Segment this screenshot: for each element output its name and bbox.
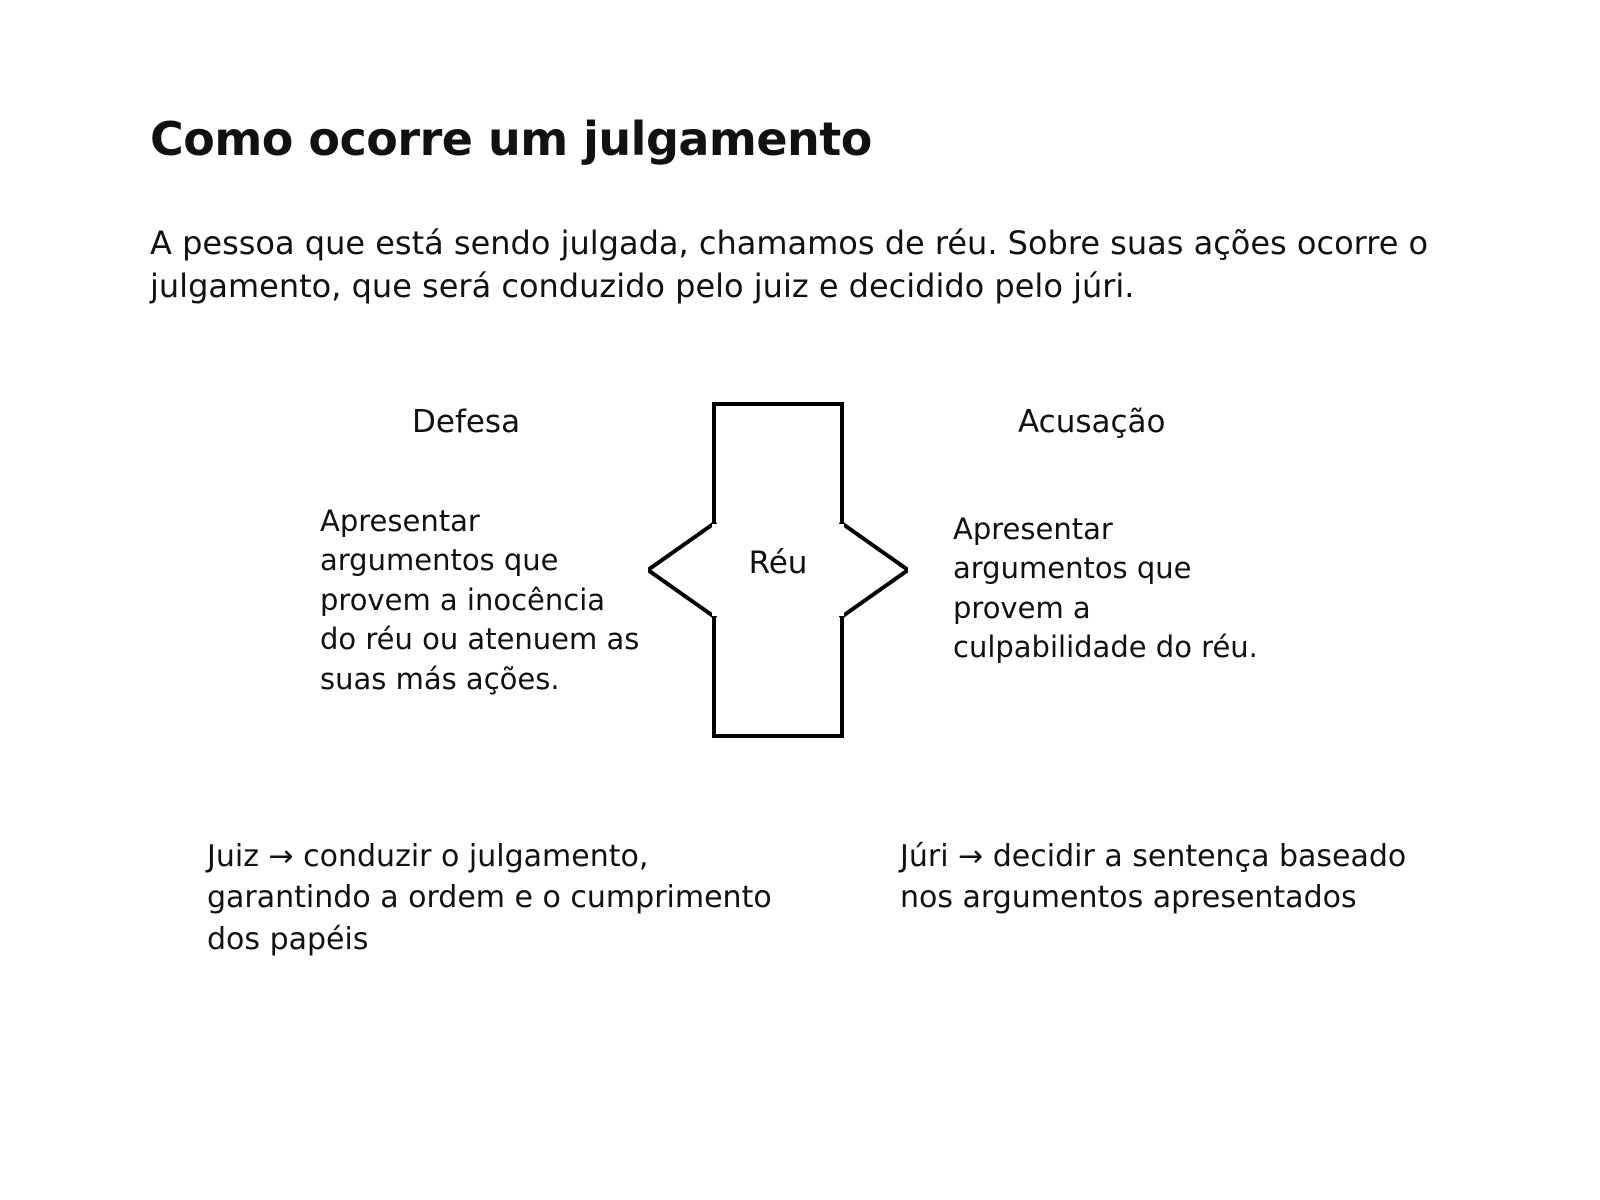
defense-heading: Defesa <box>412 404 521 440</box>
intro-paragraph: A pessoa que está sendo julgada, chamamos de réu. Sobre suas ações ocorre o julgamento, que será conduzido pelo juiz e decidido pelo júri. <box>150 224 1429 305</box>
trial-diagram <box>0 390 1600 810</box>
prosecution-heading: Acusação <box>1018 404 1166 440</box>
page-title: Como ocorre um julgamento <box>150 112 872 166</box>
defense-description: Apresentar argumentos que provem a inocência do réu ou atenuem as suas más ações. <box>320 504 640 696</box>
judge-note: Juiz → conduzir o julgamento, garantindo a ordem e o cumprimento dos papéis <box>207 839 772 957</box>
defendant-label: Réu <box>748 545 808 581</box>
prosecution-description: Apresentar argumentos que provem a culpabilidade do réu. <box>953 512 1258 665</box>
jury-note: Júri → decidir a sentença baseado nos argumentos apresentados <box>900 839 1407 916</box>
